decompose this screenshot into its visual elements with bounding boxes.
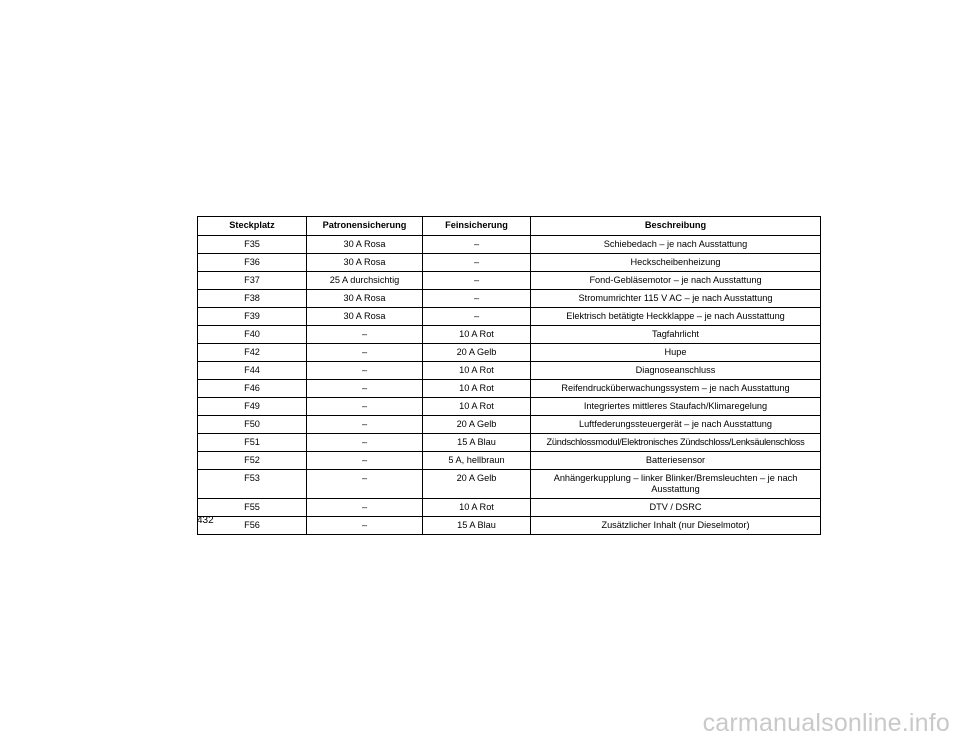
cell-slot: F53	[198, 470, 307, 499]
cell-description: DTV / DSRC	[531, 499, 821, 517]
cell-mini-fuse: –	[423, 254, 531, 272]
header-patronensicherung: Patronensicherung	[307, 217, 423, 236]
cell-mini-fuse: –	[423, 236, 531, 254]
cell-cartridge-fuse: 30 A Rosa	[307, 254, 423, 272]
table-row	[198, 236, 821, 254]
cell-slot: F36	[198, 254, 307, 272]
cell-mini-fuse: 10 A Rot	[423, 380, 531, 398]
cell-slot: F50	[198, 416, 307, 434]
cell-mini-fuse: 15 A Blau	[423, 517, 531, 535]
cell-slot: F46	[198, 380, 307, 398]
cell-mini-fuse: 10 A Rot	[423, 398, 531, 416]
cell-description: Diagnoseanschluss	[531, 362, 821, 380]
cell-description: Integriertes mittleres Staufach/Klimaregelung	[531, 398, 821, 416]
cell-cartridge-fuse: –	[307, 499, 423, 517]
cell-cartridge-fuse: 25 A durchsichtig	[307, 272, 423, 290]
cell-slot: F35	[198, 236, 307, 254]
header-steckplatz: Steckplatz	[198, 217, 307, 236]
table-row	[198, 434, 821, 452]
cell-cartridge-fuse: –	[307, 326, 423, 344]
table-row	[198, 326, 821, 344]
cell-cartridge-fuse: –	[307, 344, 423, 362]
watermark: carmanualsonline.info	[702, 709, 950, 737]
cell-cartridge-fuse: –	[307, 470, 423, 499]
table-row	[198, 272, 821, 290]
cell-description: Elektrisch betätigte Heckklappe – je nach Ausstattung	[531, 308, 821, 326]
cell-description: Batteriesensor	[531, 452, 821, 470]
table-row	[198, 254, 821, 272]
cell-cartridge-fuse: 30 A Rosa	[307, 290, 423, 308]
cell-cartridge-fuse: –	[307, 362, 423, 380]
cell-description: Tagfahrlicht	[531, 326, 821, 344]
cell-slot: F49	[198, 398, 307, 416]
table-row	[198, 499, 821, 517]
page-number: 432	[197, 515, 214, 526]
header-beschreibung: Beschreibung	[531, 217, 821, 236]
cell-slot: F40	[198, 326, 307, 344]
cell-description: Zusätzlicher Inhalt (nur Dieselmotor)	[531, 517, 821, 535]
cell-cartridge-fuse: –	[307, 434, 423, 452]
table-row	[198, 452, 821, 470]
cell-slot: F37	[198, 272, 307, 290]
cell-mini-fuse: 15 A Blau	[423, 434, 531, 452]
cell-slot: F55	[198, 499, 307, 517]
cell-description: Zündschlossmodul/Elektronisches Zündschloss/Lenksäulenschloss	[531, 434, 821, 452]
cell-slot: F44	[198, 362, 307, 380]
table-row	[198, 470, 821, 499]
cell-mini-fuse: 10 A Rot	[423, 326, 531, 344]
cell-description: Heckscheibenheizung	[531, 254, 821, 272]
cell-mini-fuse: 20 A Gelb	[423, 470, 531, 499]
cell-cartridge-fuse: 30 A Rosa	[307, 236, 423, 254]
cell-slot: F42	[198, 344, 307, 362]
table-row	[198, 380, 821, 398]
cell-mini-fuse: –	[423, 272, 531, 290]
fuse-table	[197, 216, 821, 535]
table-row	[198, 416, 821, 434]
cell-description: Hupe	[531, 344, 821, 362]
cell-slot: F52	[198, 452, 307, 470]
cell-cartridge-fuse: –	[307, 452, 423, 470]
cell-description: Stromumrichter 115 V AC – je nach Ausstattung	[531, 290, 821, 308]
table-row	[198, 308, 821, 326]
cell-slot: F39	[198, 308, 307, 326]
cell-mini-fuse: 10 A Rot	[423, 499, 531, 517]
table-header-row	[198, 217, 821, 236]
cell-mini-fuse: 20 A Gelb	[423, 344, 531, 362]
cell-mini-fuse: –	[423, 308, 531, 326]
table-row	[198, 398, 821, 416]
table-row	[198, 362, 821, 380]
cell-cartridge-fuse: –	[307, 517, 423, 535]
cell-mini-fuse: 5 A, hellbraun	[423, 452, 531, 470]
cell-slot: F51	[198, 434, 307, 452]
table-row	[198, 290, 821, 308]
cell-cartridge-fuse: –	[307, 416, 423, 434]
cell-slot: F38	[198, 290, 307, 308]
cell-cartridge-fuse: –	[307, 398, 423, 416]
cell-slot: F56	[198, 517, 307, 535]
cell-cartridge-fuse: –	[307, 380, 423, 398]
cell-mini-fuse: 20 A Gelb	[423, 416, 531, 434]
cell-description: Reifendrucküberwachungssystem – je nach Ausstattung	[531, 380, 821, 398]
cell-description: Schiebedach – je nach Ausstattung	[531, 236, 821, 254]
cell-mini-fuse: 10 A Rot	[423, 362, 531, 380]
cell-description: Anhängerkupplung – linker Blinker/Bremsleuchten – je nach Ausstattung	[531, 470, 821, 499]
table-row	[198, 344, 821, 362]
header-feinsicherung: Feinsicherung	[423, 217, 531, 236]
cell-cartridge-fuse: 30 A Rosa	[307, 308, 423, 326]
cell-mini-fuse: –	[423, 290, 531, 308]
cell-description: Luftfederungssteuergerät – je nach Ausstattung	[531, 416, 821, 434]
cell-description: Fond-Gebläsemotor – je nach Ausstattung	[531, 272, 821, 290]
table-row	[198, 517, 821, 535]
